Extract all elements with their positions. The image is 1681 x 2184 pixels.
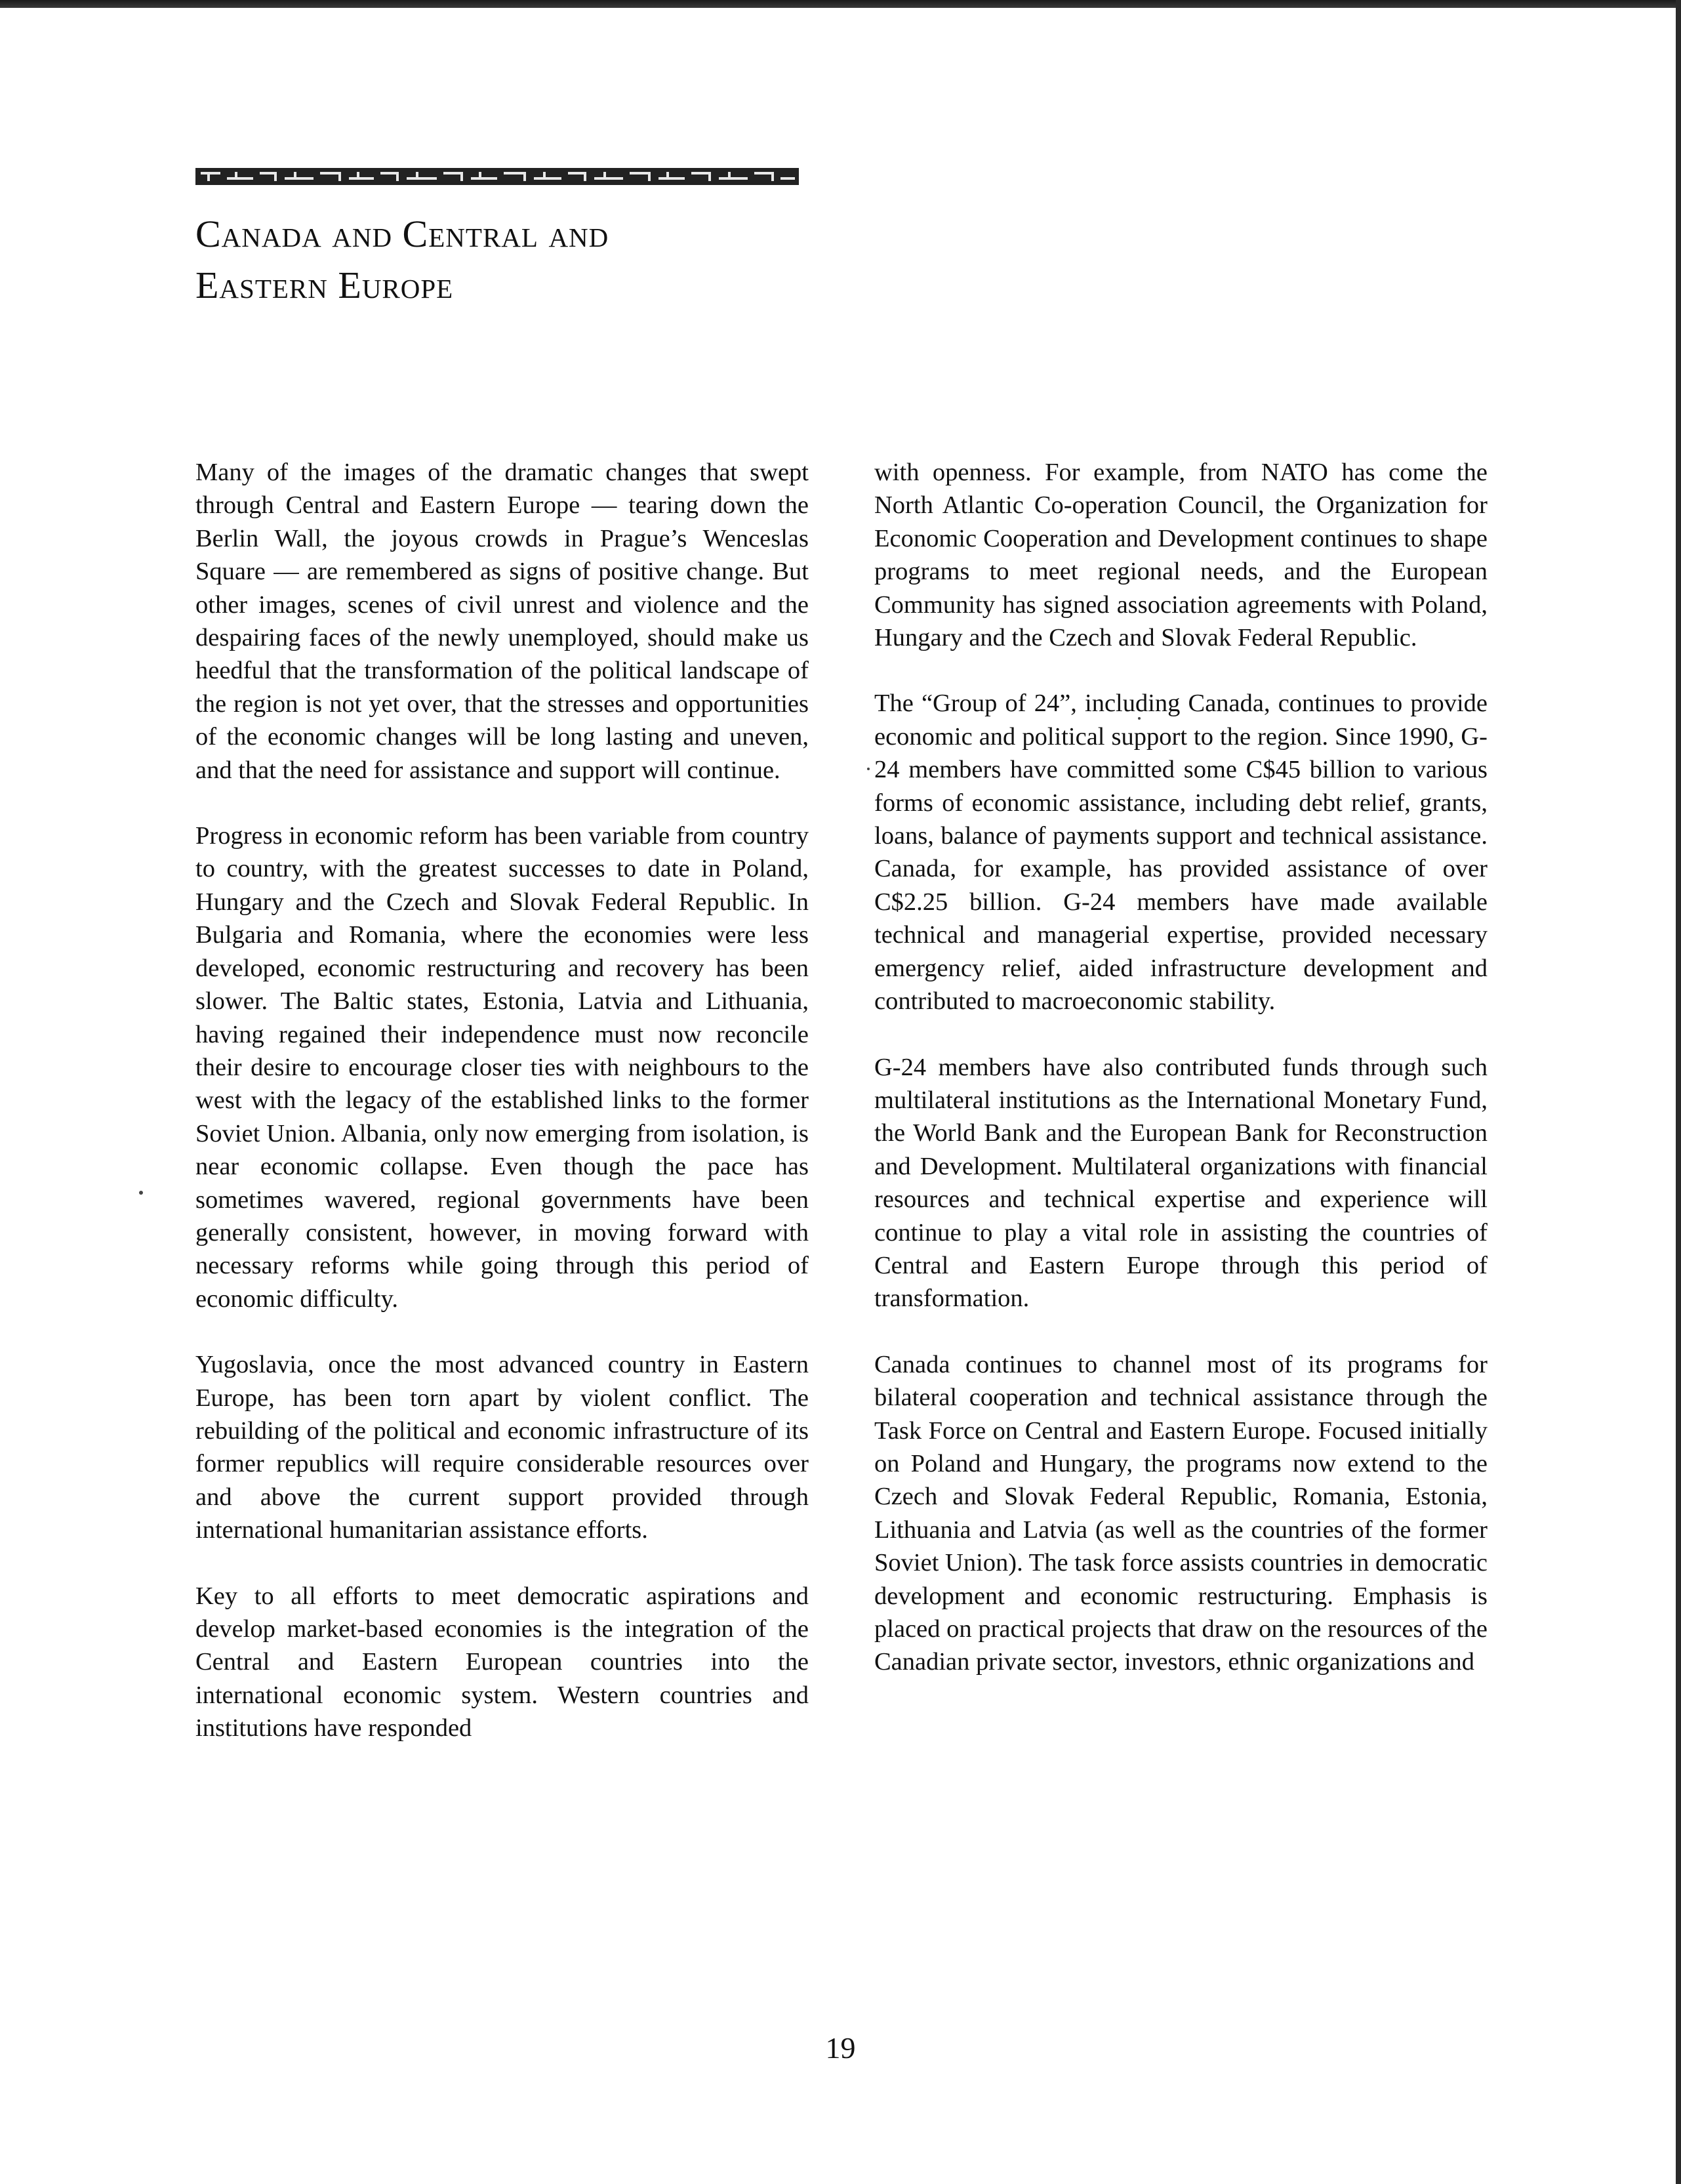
scan-speck (139, 1191, 143, 1195)
page-title-line-1: Canada and Central and (195, 213, 609, 255)
scan-border-top (0, 0, 1681, 8)
paragraph: Key to all efforts to meet democratic aspirations and develop market-based economies is the integration of the Central and Eastern European countries into the international economic system. Western countries and institutions have responded (195, 1582, 809, 1742)
page-title-line-2: Eastern Europe (195, 264, 454, 306)
left-column (195, 456, 809, 1778)
page-title (195, 209, 851, 311)
decorative-border-ornament (195, 167, 799, 186)
paragraph: Canada continues to channel most of its programs for bilateral cooperation and technical assistance through the Task Force on Central and Eastern Europe. Focused initially on Poland and Hungary, the programs now extend to the Czech and Slovak Federal Republic, Romania, Estonia, Lithuania and Latvia (as well as the countries of the former Soviet Union). The task force assists countries in democratic development and economic restructuring. Emphasis is placed on practical projects that draw on the resources of the Canadian private sector, investors, ethnic organizations and (874, 1350, 1488, 1676)
scan-speck (867, 768, 870, 770)
paragraph: The “Group of 24”, including Canada, continues to provide economic and political support to the region. Since 1990, G-24 members have committed some C$45 billion to various forms of economic assistance, including debt relief, grants, loans, balance of payments support and technical assistance. Canada, for example, has provided assistance of over C$2.25 billion. G-24 members have made available technical and managerial expertise, provided necessary emergency relief, aided infrastructure development and contributed to macroeconomic stability. (874, 690, 1488, 1016)
paragraph: Progress in economic reform has been variable from country to country, with the greatest successes to date in Poland, Hungary and the Czech and Slovak Federal Republic. In Bulgaria and Romania, where the economies were less developed, economic restructuring and recovery has been slower. The Baltic states, Estonia, Latvia and Lithuania, having regained their independence must now reconcile their desire to encourage closer ties with neighbours to the west with the legacy of the established links to the former Soviet Union. Albania, only now emerging from isolation, is near economic collapse. Even though the pace has sometimes wavered, regional governments have been generally consistent, however, in moving forward with necessary reforms while going through this period of economic difficulty. (195, 822, 809, 1313)
paragraph: with openness. For example, from NATO has come the North Atlantic Co-operation Council, the Organization for Economic Cooperation and Development continues to shape programs to meet regional needs, and the European Community has signed association agreements with Poland, Hungary and the Czech and Slovak Federal Republic. (874, 459, 1488, 652)
paragraph: G-24 members have also contributed funds through such multilateral institutions as the International Monetary Fund, the World Bank and the European Bank for Reconstruction and Development. Multilateral organizations with financial resources and technical expertise and experience will continue to play a vital role in assisting the countries of Central and Eastern Europe through this period of transformation. (874, 1053, 1488, 1313)
scan-speck (1138, 717, 1141, 720)
scan-border-right (1676, 0, 1681, 2184)
page-number: 19 (825, 2031, 856, 2065)
right-column (874, 456, 1488, 1712)
paragraph: Yugoslavia, once the most advanced country in Eastern Europe, has been torn apart by violent conflict. The rebuilding of the political and economic infrastructure of its former republics will require considerable resources over and above the current support provided through international humanitarian assistance efforts. (195, 1351, 809, 1544)
paragraph: Many of the images of the dramatic changes that swept through Central and Eastern Europe — tearing down the Berlin Wall, the joyous crowds in Prague’s Wenceslas Square — are remembered as signs of positive change. But other images, scenes of civil unrest and violence and the despairing faces of the newly unemployed, should make us heedful that the transformation of the political landscape of the region is not yet over, that the stresses and opportunities of the economic changes will be long lasting and uneven, and that the need for assistance and support will continue. (195, 459, 809, 784)
